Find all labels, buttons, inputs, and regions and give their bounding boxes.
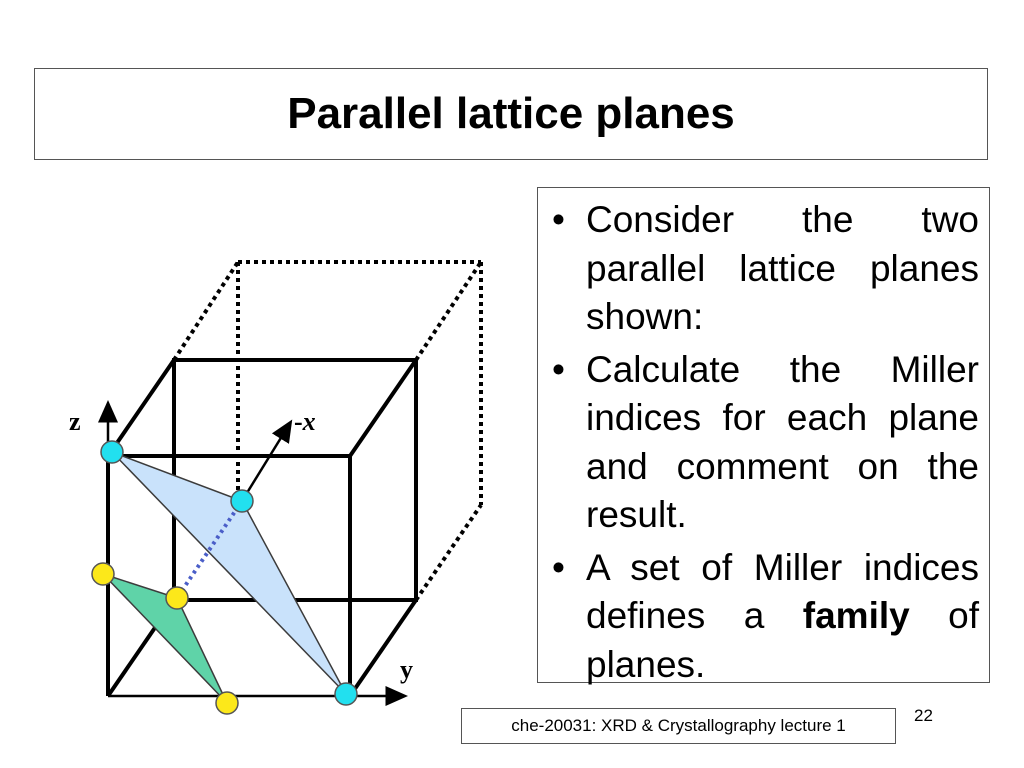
atom-yellow-left <box>92 563 114 585</box>
connect-top-left <box>174 262 238 360</box>
bullet-text-before: A set of Miller indices defines a <box>586 546 979 636</box>
bullet-dot-icon: • <box>552 546 565 588</box>
bullet-text-bold: family <box>802 595 910 636</box>
minus-x-axis-letter: x <box>302 407 316 436</box>
lattice-plane-green <box>103 574 227 703</box>
bullet-text-after: of planes. <box>586 595 979 685</box>
bullet-text: Calculate the Miller indices for each plane and comment on the result. <box>586 348 979 535</box>
minus-x-axis <box>242 428 287 501</box>
atoms <box>92 441 357 714</box>
front-connect-top-left <box>108 360 174 456</box>
atom-yellow-middle <box>166 587 188 609</box>
front-connect-top-right <box>350 360 416 456</box>
bullet-dot-icon: • <box>552 199 565 240</box>
bullet-item-family <box>538 544 979 690</box>
bullet-dot-icon: • <box>552 348 565 390</box>
bullet-item-calculate <box>538 346 979 540</box>
connect-top-right <box>416 262 481 360</box>
lattice-plane-blue <box>112 452 346 694</box>
middle-square <box>174 360 416 600</box>
front-cube-edges <box>108 360 416 696</box>
minus-x-axis-sign: - <box>294 407 303 436</box>
page-number: 22 <box>914 706 933 725</box>
bullet-item-consider <box>538 196 979 342</box>
atom-cyan-top-left <box>101 441 123 463</box>
footer-text: che-20031: XRD & Crystallography lecture 1 <box>511 716 846 735</box>
bullet-text: Consider the two parallel lattice planes shown: <box>586 199 979 337</box>
atom-yellow-bottom <box>216 692 238 714</box>
bullet-list <box>538 188 989 689</box>
slide-title: Parallel lattice planes <box>287 89 735 138</box>
atom-cyan-bottom-right <box>335 683 357 705</box>
atom-cyan-middle <box>231 490 253 512</box>
connect-bottom-right <box>416 505 481 600</box>
footer-box <box>461 708 896 744</box>
bullets-box <box>537 187 990 683</box>
minus-x-axis-label <box>294 407 316 436</box>
y-axis-label: y <box>400 655 413 684</box>
z-axis-label: z <box>69 407 81 436</box>
middle-cube-edges <box>174 360 416 600</box>
